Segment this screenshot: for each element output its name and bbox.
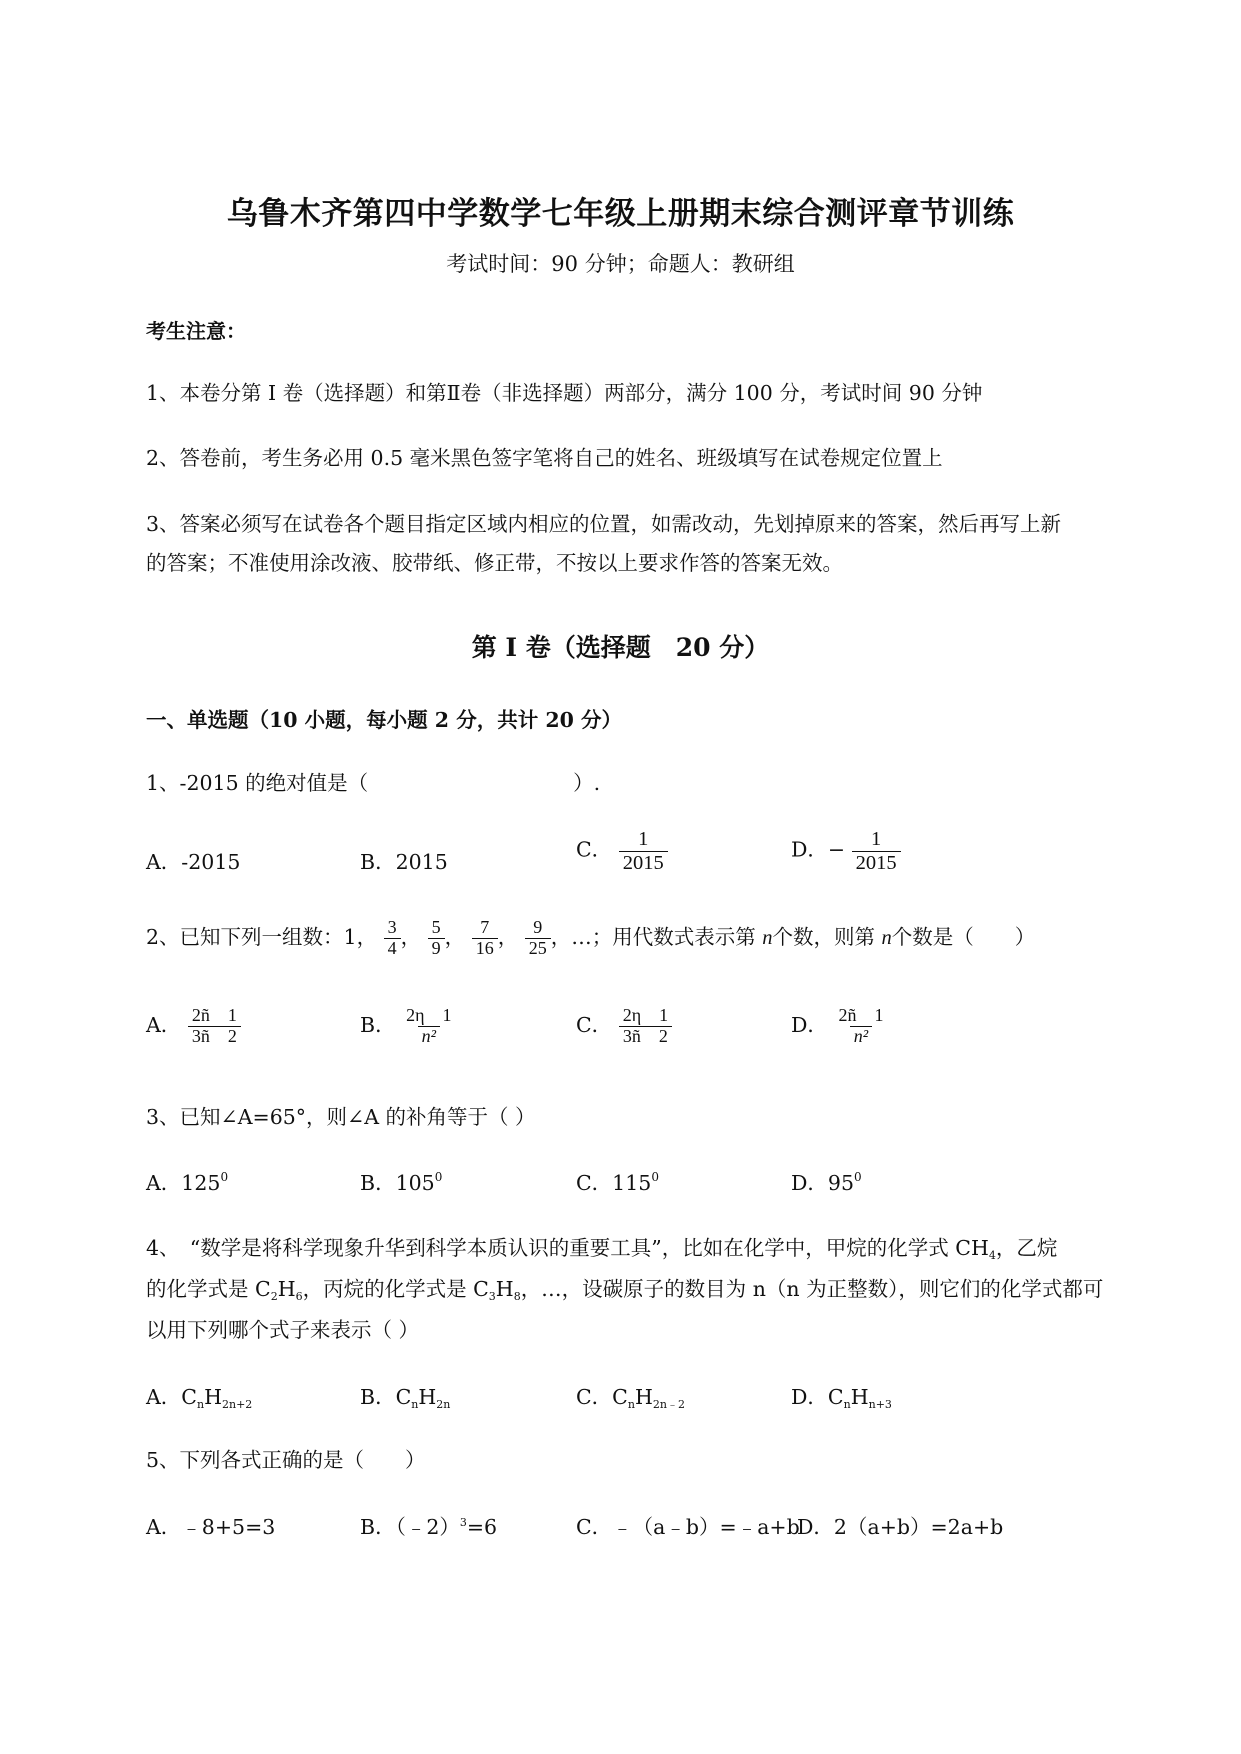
- section-title: 第 I 卷（选择题 20 分）: [471, 633, 770, 662]
- option-text: C．115: [576, 1171, 652, 1195]
- q2-fraction-1: [384, 918, 401, 959]
- q4-option-b: [360, 1380, 450, 1411]
- option-text: B．C: [360, 1385, 412, 1409]
- q1-option-a: A．-2015: [146, 850, 241, 874]
- fraction-numerator: 1: [638, 828, 649, 850]
- fraction-numerator: 2ñ 1: [838, 1005, 884, 1025]
- fraction-denominator: 4: [384, 938, 401, 959]
- question-5-stem: 5、下列各式正确的是（ ）: [146, 1448, 426, 1472]
- q2-option-d-fraction: [834, 1006, 887, 1047]
- q2-stem-start: 2、已知下列一组数：1，: [146, 924, 378, 949]
- text: H: [277, 1277, 296, 1301]
- q5-option-c: C．﹣（a﹣b）=﹣a+b: [576, 1515, 800, 1539]
- q2-option-b: [360, 1006, 456, 1047]
- degree-mark: 0: [434, 1170, 443, 1184]
- q2-stem-end: 个数是（ ）: [891, 924, 1036, 949]
- subscript: n+3: [868, 1398, 892, 1411]
- option-text: H: [634, 1385, 653, 1409]
- option-text: H: [204, 1385, 222, 1409]
- option-text: H: [418, 1385, 437, 1409]
- subscript: 2n+2: [221, 1398, 253, 1411]
- subscript: 3: [488, 1290, 496, 1303]
- q4-option-a: [146, 1380, 252, 1411]
- option-text: D．95: [791, 1171, 855, 1195]
- subscript: 6: [295, 1290, 303, 1303]
- option-text: H: [850, 1385, 869, 1409]
- subscript: n: [197, 1398, 205, 1411]
- question-1-stem: 1、-2015 的绝对值是（ ）.: [146, 771, 601, 795]
- q3-option-b: [360, 1166, 442, 1196]
- q4-option-c: [576, 1380, 685, 1412]
- q1-option-d-label: D．−: [791, 837, 846, 862]
- text: ，乙烷: [995, 1236, 1058, 1260]
- fraction-numerator: 2η 1: [622, 1005, 669, 1025]
- option-text: B．（﹣2）: [360, 1515, 460, 1539]
- fraction-denominator: 2015: [852, 851, 901, 875]
- notice-item-3-line-1: 3、答案必须写在试卷各个题目指定区域内相应的位置，如需改动，先划掉原来的答案，然后再写上新: [146, 512, 1062, 536]
- subscript: 8: [513, 1290, 521, 1303]
- subscript: n: [411, 1398, 419, 1411]
- q2-fraction-4: [525, 918, 551, 959]
- fraction-numerator: 1: [871, 828, 882, 850]
- subsection-title: 一、单选题（10 小题，每小题 2 分，共计 20 分）: [146, 708, 623, 732]
- q2-stem-mid: ，…；用代数式表示第: [550, 924, 756, 949]
- option-text: B．105: [360, 1171, 435, 1195]
- q2-option-c: [576, 1006, 672, 1047]
- q2-fraction-2: [428, 918, 445, 959]
- q2-variable-n: n: [762, 926, 773, 949]
- q2-option-a-fraction: [188, 1006, 241, 1047]
- subscript: 4: [988, 1249, 996, 1262]
- q2-variable-n-2: n: [881, 926, 892, 949]
- text: ，丙烷的化学式是 C: [302, 1277, 489, 1301]
- q2-option-d: [791, 1006, 887, 1047]
- page-title: 乌鲁木齐第四中学数学七年级上册期末综合测评章节训练: [226, 196, 1015, 232]
- q1-option-b: B．2015: [360, 850, 448, 874]
- subscript: 2n﹣2: [652, 1398, 685, 1411]
- fraction-denominator: 3ñ 2: [619, 1026, 672, 1047]
- degree-mark: 0: [220, 1170, 229, 1184]
- fraction-numerator: 5: [431, 917, 441, 937]
- fraction-denominator: 25: [525, 938, 551, 959]
- q5-option-a: A．﹣8+5=3: [146, 1515, 276, 1539]
- fraction-denominator: n²: [418, 1026, 440, 1047]
- q4-option-d: [791, 1380, 892, 1411]
- option-label: B．: [360, 1012, 396, 1037]
- option-text: C．C: [576, 1385, 628, 1409]
- q5-option-b: [360, 1510, 497, 1540]
- fraction-denominator: 9: [428, 938, 445, 959]
- question-4-line-1: [146, 1231, 1057, 1262]
- q2-option-a: [146, 1006, 241, 1047]
- text: H: [495, 1277, 514, 1301]
- superscript: 3: [459, 1516, 467, 1529]
- q1-option-c-fraction: [619, 828, 668, 874]
- q1-option-c-label: C．: [576, 837, 613, 862]
- option-text: =6: [466, 1515, 498, 1539]
- degree-mark: 0: [651, 1170, 659, 1184]
- q2-option-b-fraction: [402, 1006, 455, 1047]
- question-3-stem: 3、已知∠A=65°，则∠A 的补角等于（ ）: [146, 1105, 536, 1129]
- option-text: A．C: [146, 1385, 197, 1409]
- q3-option-c: [576, 1166, 659, 1196]
- notice-heading: 考生注意：: [146, 319, 246, 343]
- q2-option-c-fraction: [619, 1006, 672, 1047]
- fraction-numerator: 7: [480, 917, 490, 937]
- degree-mark: 0: [854, 1170, 862, 1184]
- notice-item-1: 1、本卷分第 I 卷（选择题）和第Ⅱ卷（非选择题）两部分，满分 100 分，考试时间 90 分钟: [146, 381, 983, 405]
- fraction-numerator: 2η 1: [406, 1005, 452, 1025]
- subscript: n: [843, 1398, 851, 1411]
- exam-info: 考试时间：90 分钟；命题人：教研组: [446, 252, 795, 276]
- text: 的化学式是 C: [146, 1277, 271, 1301]
- q1-option-d-fraction: [852, 828, 901, 874]
- question-4-line-2: [146, 1272, 1103, 1303]
- option-label: C．: [576, 1012, 613, 1037]
- fraction-denominator: 16: [472, 938, 498, 959]
- q2-stem-mid2: 个数，则第: [772, 924, 875, 949]
- fraction-denominator: 3ñ 2: [188, 1026, 241, 1047]
- fraction-numerator: 3: [387, 917, 397, 937]
- option-label: D．: [791, 1012, 828, 1037]
- question-2-stem: 2、已知下列一组数：1， $\frac{3}{4}$ ， $\frac{5}{9}$ ， $\frac{7}{16}$ ， $\frac{9}{25}$ ，…；用代数式表示第 n个数，则第 n个数是（ ）: [146, 917, 1036, 958]
- question-4-line-3: 以用下列哪个式子来表示（ ）: [146, 1318, 420, 1342]
- fraction-numerator: 2ñ 1: [191, 1005, 237, 1025]
- option-label: A．: [146, 1012, 182, 1037]
- q5-option-d: D．2（a+b）=2a+b: [797, 1515, 1004, 1539]
- notice-item-2: 2、答卷前，考生务必用 0.5 毫米黑色签字笔将自己的姓名、班级填写在试卷规定位置上: [146, 446, 943, 470]
- subscript: 2: [270, 1290, 278, 1303]
- subscript: 2n: [436, 1398, 451, 1411]
- q1-option-d: [791, 828, 901, 874]
- text: 4、 “数学是将科学现象升华到科学本质认识的重要工具”，比如在化学中，甲烷的化学式 CH: [146, 1236, 989, 1260]
- text: ，…，设碳原子的数目为 n（n 为正整数），则它们的化学式都可: [520, 1277, 1104, 1301]
- fraction-denominator: n²: [850, 1026, 872, 1047]
- option-text: D．C: [791, 1385, 844, 1409]
- notice-item-3-line-2: 的答案；不准使用涂改液、胶带纸、修正带，不按以上要求作答的答案无效。: [146, 551, 843, 575]
- fraction-numerator: 9: [533, 917, 543, 937]
- option-text: A．125: [146, 1171, 221, 1195]
- q3-option-a: [146, 1166, 228, 1196]
- q2-fraction-3: [472, 918, 498, 959]
- q1-option-c: [576, 828, 668, 874]
- q3-option-d: [791, 1166, 862, 1196]
- subscript: n: [627, 1398, 635, 1411]
- fraction-denominator: 2015: [619, 851, 668, 875]
